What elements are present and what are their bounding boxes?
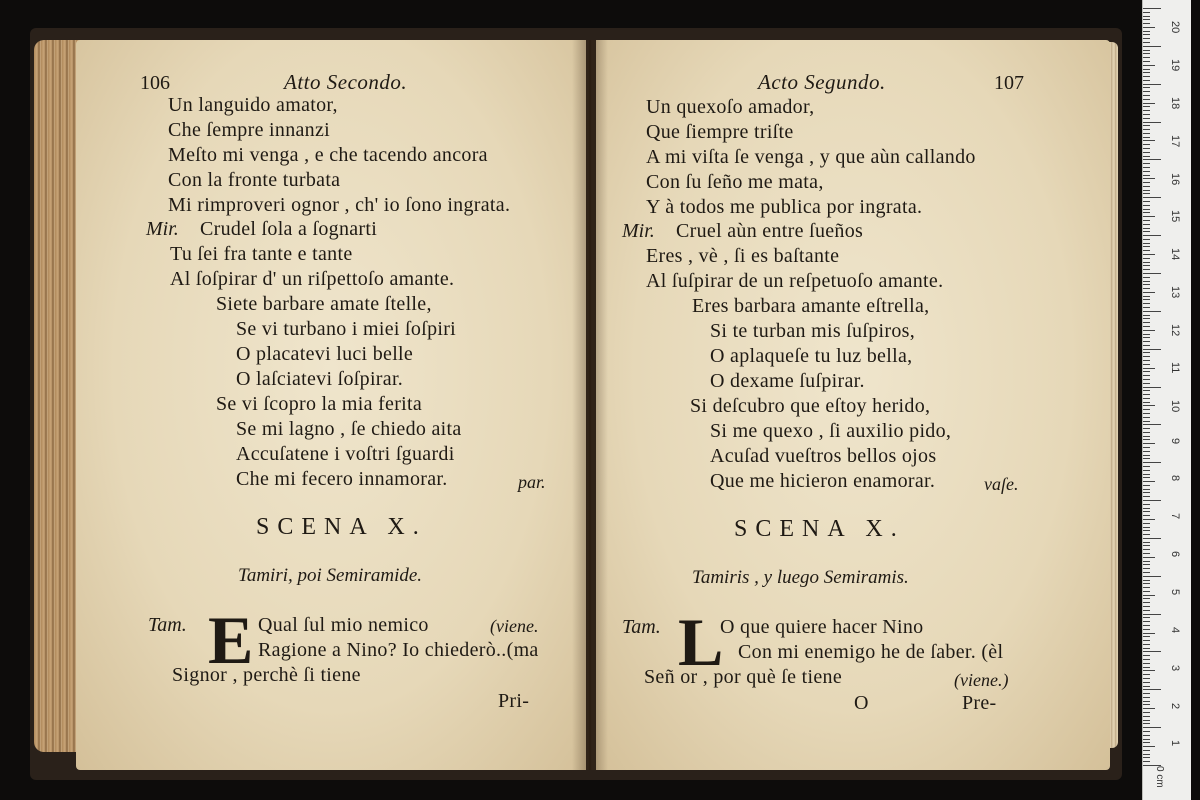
ruler-tick [1143,716,1150,717]
ruler-tick [1143,447,1150,448]
verse-line: Meſto mi venga , e che tacendo ancora [168,144,488,166]
ruler-tick [1143,534,1150,535]
ruler-tick [1143,591,1150,592]
right-page [596,40,1110,770]
catchword: Pri- [498,690,530,712]
ruler-tick [1143,545,1150,546]
scene-title: SCENA X. [256,514,427,540]
signature-mark: O [854,692,869,714]
ruler-tick [1143,61,1150,62]
ruler-tick [1143,167,1150,168]
ruler-tick [1143,114,1150,115]
verse-line: Che ſempre innanzi [168,119,331,141]
verse-line: Y à todos me publica por ingrata. [646,196,923,218]
page-number: 106 [140,72,170,94]
ruler-tick [1143,583,1150,584]
page-number: 107 [994,72,1024,94]
ruler-number: 9 [1169,437,1181,444]
ruler-tick [1143,288,1150,289]
verse-line: Un quexoſo amador, [646,96,815,118]
ruler-tick [1143,337,1150,338]
ruler-tick [1143,87,1150,88]
ruler-tick [1143,417,1150,418]
ruler-tick [1143,334,1150,335]
ruler-tick [1143,341,1150,342]
ruler-tick [1143,561,1150,562]
ruler-tick [1143,436,1150,437]
left-page [76,40,586,770]
ruler-tick [1143,163,1150,164]
ruler-tick [1143,379,1150,380]
verse-line: Si deſcubro que eſtoy herido, [690,395,931,417]
ruler-tick [1143,371,1150,372]
ruler-tick [1143,640,1150,641]
ruler-tick [1143,103,1155,104]
ruler-tick [1143,549,1150,550]
measuring-ruler [1142,0,1191,800]
ruler-tick [1143,405,1155,406]
ruler-tick [1143,670,1155,671]
ruler-tick [1143,701,1150,702]
verse-line: Señ or , por què ſe tiene [644,666,842,688]
ruler-tick [1143,76,1150,77]
ruler-tick [1143,765,1161,766]
ruler-tick [1143,16,1150,17]
ruler-tick [1143,693,1150,694]
ruler-tick [1143,489,1150,490]
ruler-tick [1143,492,1150,493]
ruler-tick [1143,390,1150,391]
ruler-number: 10 [1169,399,1181,412]
verse-line: Que me hicieron enamorar. [710,470,936,492]
ruler-tick [1143,80,1150,81]
stage-direction: vaſe. [984,474,1019,494]
ruler-tick [1143,65,1155,66]
ruler-tick [1143,273,1161,274]
ruler-number: 15 [1169,210,1181,223]
ruler-tick [1143,587,1150,588]
ruler-tick [1143,564,1150,565]
verse-line: O que quiere hacer Nino [720,616,924,638]
ruler-tick [1143,761,1150,762]
drop-capital: L [678,604,724,680]
ruler-tick [1143,69,1150,70]
ruler-number: 1 [1169,740,1181,747]
ruler-tick [1143,629,1150,630]
ruler-tick [1143,99,1150,100]
ruler-tick [1143,439,1150,440]
ruler-tick [1143,299,1150,300]
ruler-number: 3 [1169,664,1181,671]
ruler-tick [1143,175,1150,176]
verse-line: Se vi ſcopro la mia ferita [216,393,423,415]
ruler-number: 12 [1169,324,1181,337]
ruler-number: 13 [1169,286,1181,299]
ruler-tick [1143,746,1155,747]
ruler-tick [1143,617,1150,618]
ruler-tick [1143,500,1161,501]
ruler-tick [1143,470,1150,471]
ruler-tick [1143,383,1150,384]
ruler-tick [1143,602,1150,603]
ruler-tick [1143,307,1150,308]
ruler-tick [1143,31,1150,32]
ruler-tick [1143,228,1150,229]
ruler-tick [1143,606,1150,607]
verse-line: Tu ſei fra tante e tante [170,243,353,265]
ruler-tick [1143,527,1150,528]
ruler-tick [1143,697,1150,698]
ruler-tick [1143,572,1150,573]
ruler-tick [1143,720,1150,721]
ruler-tick [1143,201,1150,202]
ruler-tick [1143,704,1150,705]
ruler-tick [1143,265,1150,266]
speaker-label: Tam. [622,616,661,638]
ruler-tick [1143,636,1150,637]
ruler-tick [1143,519,1155,520]
ruler-tick [1143,735,1150,736]
ruler-tick [1143,129,1150,130]
verse-line: Eres barbara amante eſtrella, [692,295,930,317]
ruler-tick [1143,38,1150,39]
ruler-tick [1143,322,1150,323]
ruler-tick [1143,462,1161,463]
ruler-tick [1143,455,1150,456]
ruler-tick [1143,186,1150,187]
scene-title: SCENA X. [734,516,905,542]
ruler-number: 4 [1169,626,1181,633]
verse-line: Al ſuſpirar de un reſpetuoſo amante. [646,270,944,292]
ruler-tick [1143,451,1150,452]
ruler-tick [1143,250,1150,251]
ruler-tick [1143,508,1150,509]
ruler-tick [1143,296,1150,297]
ruler-tick [1143,682,1150,683]
scene-persons: Tamiri, poi Semiramide. [238,565,423,586]
stage-direction: par. [518,472,546,492]
verse-line: O dexame ſuſpirar. [710,370,865,392]
ruler-tick [1143,258,1150,259]
ruler-number: 6 [1169,551,1181,558]
ruler-tick [1143,387,1161,388]
verse-line: Ragione a Nino? Io chiederò..(ma [258,639,539,661]
ruler-tick [1143,481,1155,482]
ruler-tick [1143,57,1150,58]
verse-line: Al ſoſpirar d' un riſpettoſo amante. [170,268,455,290]
ruler-tick [1143,349,1161,350]
ruler-tick [1143,231,1150,232]
ruler-tick [1143,667,1150,668]
verse-line: Signor , perchè ſi tiene [172,664,361,686]
ruler-tick [1143,303,1150,304]
ruler-tick [1143,443,1155,444]
ruler-unit: 0 cm [1154,766,1165,788]
ruler-tick [1143,277,1150,278]
ruler-tick [1143,598,1150,599]
ruler-tick [1143,580,1150,581]
ruler-tick [1143,356,1150,357]
ruler-tick [1143,723,1150,724]
ruler-tick [1143,474,1150,475]
verse-line: Siete barbare amate ſtelle, [216,293,432,315]
ruler-tick [1143,205,1150,206]
ruler-tick [1143,182,1150,183]
ruler-number: 5 [1169,588,1181,596]
ruler-tick [1143,84,1161,85]
verse-line: A mi viſta ſe venga , y que aùn callando [646,146,976,168]
ruler-tick [1143,360,1150,361]
ruler-tick [1143,511,1150,512]
speaker-label: Mir. [146,218,179,240]
ruler-tick [1143,318,1150,319]
verse-line: Eres , vè , ſi es baſtante [646,245,840,267]
ruler-tick [1143,239,1150,240]
verse-line: Cruel aùn entre ſueños [676,220,864,242]
verse-line: Crudel ſola a ſognarti [200,218,378,240]
verse-line: Accuſatene i voſtri ſguardi [236,443,455,465]
ruler-tick [1143,610,1150,611]
ruler-tick [1143,458,1150,459]
ruler-tick [1143,515,1150,516]
ruler-tick [1143,368,1155,369]
ruler-tick [1143,110,1150,111]
ruler-tick [1143,34,1150,35]
ruler-tick [1143,496,1150,497]
ruler-tick [1143,281,1150,282]
ruler-tick [1143,739,1150,740]
speaker-label: Tam. [148,614,187,636]
ruler-tick [1143,727,1161,728]
ruler-number: 2 [1169,702,1181,709]
ruler-tick [1143,674,1150,675]
ruler-tick [1143,224,1150,225]
ruler-tick [1143,754,1150,755]
ruler-tick [1143,53,1150,54]
ruler-tick [1143,50,1150,51]
ruler-tick [1143,190,1150,191]
ruler-tick [1143,235,1161,236]
ruler-tick [1143,125,1150,126]
ruler-tick [1143,292,1155,293]
verse-line: Con la fronte turbata [168,169,341,191]
ruler-tick [1143,428,1150,429]
ruler-tick [1143,262,1150,263]
ruler-tick [1143,212,1150,213]
ruler-tick [1143,557,1155,558]
ruler-number: 19 [1169,59,1181,72]
book-gutter [572,40,608,770]
ruler-tick [1143,523,1150,524]
ruler-tick [1143,140,1155,141]
ruler-tick [1143,122,1161,123]
ruler-tick [1143,345,1150,346]
ruler-tick [1143,246,1150,247]
ruler-tick [1143,46,1161,47]
ruler-tick [1143,614,1161,615]
verse-line: Un languido amator, [168,94,338,116]
ruler-tick [1143,284,1150,285]
ruler-tick [1143,708,1155,709]
ruler-tick [1143,148,1150,149]
running-head: Atto Secondo. [284,70,408,94]
ruler-tick [1143,576,1161,577]
ruler-tick [1143,42,1150,43]
ruler-number: 18 [1169,96,1181,110]
verse-line: Acuſad vueſtros bellos ojos [710,445,937,467]
verse-line: Se vi turbano i miei ſoſpiri [236,318,457,340]
catchword: Pre- [962,692,997,714]
scene-persons: Tamiris , y luego Semiramis. [692,567,909,588]
ruler-tick [1143,538,1161,539]
ruler-tick [1143,568,1150,569]
ruler-tick [1143,659,1150,660]
verse-line: Con mi enemigo he de ſaber. (èl [738,641,1004,663]
running-head: Acto Segundo. [758,70,886,94]
ruler-tick [1143,712,1150,713]
ruler-number: 14 [1169,248,1181,261]
ruler-tick [1143,625,1150,626]
ruler-tick [1143,402,1150,403]
ruler-tick [1143,633,1155,634]
verse-line: O aplaqueſe tu luz bella, [710,345,913,367]
ruler-tick [1143,504,1150,505]
ruler-tick [1143,178,1155,179]
ruler-tick [1143,757,1150,758]
ruler-tick [1143,655,1150,656]
verse-line: Si me quexo , ſi auxilio pido, [710,420,952,442]
ruler-tick [1143,209,1150,210]
ruler-tick [1143,686,1150,687]
stage-direction: (viene.) [954,670,1009,690]
ruler-tick [1143,742,1150,743]
ruler-tick [1143,530,1150,531]
ruler-tick [1143,477,1150,478]
verse-line: O laſciatevi ſoſpirar. [236,368,404,390]
ruler-tick [1143,731,1150,732]
verse-line: O placatevi luci belle [236,343,414,365]
verse-line: Que ſiempre triſte [646,121,794,143]
ruler-tick [1143,315,1150,316]
ruler-tick [1143,542,1150,543]
drop-capital: E [208,602,254,678]
ruler-tick [1143,27,1155,28]
ruler-tick [1143,409,1150,410]
ruler-tick [1143,254,1155,255]
ruler-tick [1143,326,1150,327]
ruler-tick [1143,220,1150,221]
ruler-tick [1143,95,1150,96]
ruler-tick [1143,621,1150,622]
ruler-tick [1143,364,1150,365]
ruler-tick [1143,466,1150,467]
ruler-tick [1143,663,1150,664]
ruler-tick [1143,144,1150,145]
ruler-tick [1143,648,1150,649]
verse-line: Si te turban mis ſuſpiros, [710,320,916,342]
verse-line: Mi rimproveri ognor , ch' io ſono ingrata. [168,194,511,216]
ruler-number: 17 [1169,134,1181,148]
ruler-tick [1143,23,1150,24]
ruler-tick [1143,485,1150,486]
verse-line: Con ſu ſeño me mata, [646,171,824,193]
ruler-tick [1143,133,1150,134]
ruler-tick [1143,12,1150,13]
ruler-tick [1143,678,1150,679]
ruler-tick [1143,311,1161,312]
ruler-tick [1143,197,1161,198]
ruler-tick [1143,398,1150,399]
ruler-tick [1143,106,1150,107]
ruler-tick [1143,159,1161,160]
ruler-tick [1143,432,1150,433]
ruler-tick [1143,91,1150,92]
stage-direction: (viene. [490,616,539,636]
ruler-number: 7 [1169,513,1181,520]
ruler-number: 16 [1169,172,1181,185]
ruler-number: 11 [1169,361,1181,374]
ruler-tick [1143,413,1150,414]
ruler-tick [1143,137,1150,138]
ruler-tick [1143,375,1150,376]
ruler-tick [1143,750,1150,751]
ruler-tick [1143,352,1150,353]
ruler-tick [1143,651,1161,652]
ruler-tick [1143,118,1150,119]
ruler-tick [1143,424,1161,425]
ruler-tick [1143,8,1161,9]
verse-line: Che mi fecero innamorar. [236,468,448,490]
ruler-tick [1143,193,1150,194]
speaker-label: Mir. [622,220,655,242]
ruler-tick [1143,421,1150,422]
ruler-number: 20 [1169,21,1181,34]
ruler-tick [1143,152,1150,153]
ruler-tick [1143,269,1150,270]
verse-line: Se mi lagno , ſe chiedo aita [236,418,462,440]
ruler-tick [1143,595,1155,596]
ruler-tick [1143,156,1150,157]
verse-line: Qual ſul mio nemico [258,614,429,636]
ruler-number: 8 [1169,475,1181,482]
ruler-tick [1143,689,1161,690]
ruler-tick [1143,171,1150,172]
ruler-tick [1143,644,1150,645]
ruler-tick [1143,243,1150,244]
ruler-tick [1143,19,1150,20]
ruler-tick [1143,394,1150,395]
ruler-tick [1143,553,1150,554]
ruler-tick [1143,216,1155,217]
ruler-tick [1143,330,1155,331]
ruler-tick [1143,72,1150,73]
